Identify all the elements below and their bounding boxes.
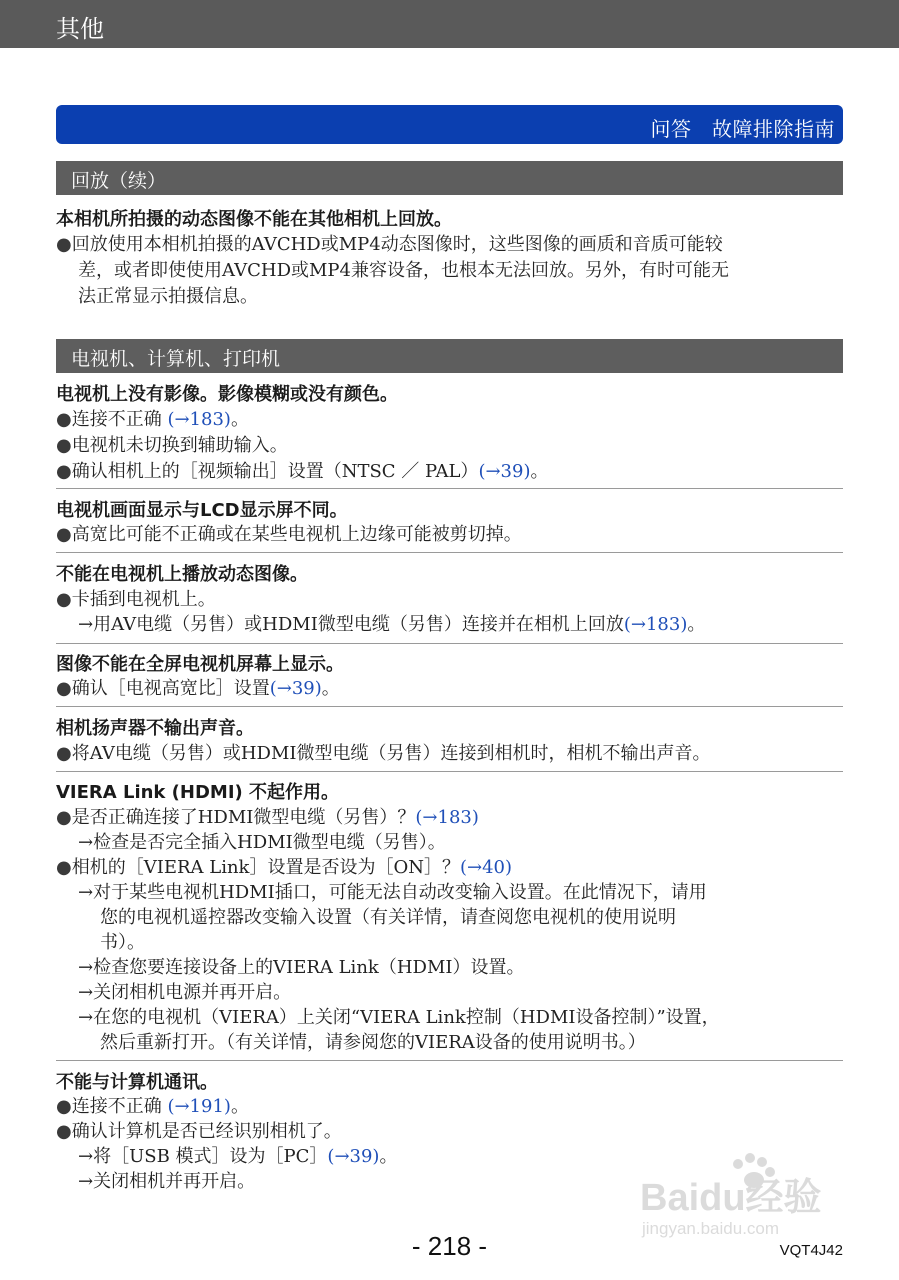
divider <box>56 1060 843 1061</box>
answer-line: 书）。 <box>100 932 145 953</box>
question-title: 不能在电视机上播放动态图像。 <box>56 564 308 585</box>
bullet-icon: ● <box>56 1096 72 1117</box>
page-number: - 218 - <box>411 1231 488 1261</box>
bullet-icon: ● <box>56 234 72 255</box>
watermark-brand: Baidu经验 <box>640 1177 822 1219</box>
answer-line: →将［USB 模式］设为［PC］(→39)。 <box>78 1146 398 1167</box>
page-reference-link[interactable]: (→39) <box>327 1146 380 1167</box>
answer-line: 差，或者即使使用AVCHD或MP4兼容设备，也根本无法回放。另外，有时可能无 <box>78 260 729 281</box>
section-header-tv <box>56 339 843 373</box>
answer-line: ●确认［电视高宽比］设置(→39)。 <box>56 678 340 699</box>
answer-line: ●电视机未切换到辅助输入。 <box>56 435 288 456</box>
section-title: 回放（续） <box>71 170 167 192</box>
answer-line: ●将AV电缆（另售）或HDMI微型电缆（另售）连接到相机时，相机不输出声音。 <box>56 743 711 764</box>
bullet-icon: ● <box>56 589 72 610</box>
question-title: 电视机画面显示与LCD显示屏不同。 <box>56 500 348 521</box>
chapter-banner-label: 问答 故障排除指南 <box>650 117 835 141</box>
answer-line: 然后重新打开。（有关详情，请参阅您的VIERA设备的使用说明书。） <box>100 1032 646 1053</box>
top-bar <box>0 0 899 48</box>
bullet-icon: ● <box>56 461 72 482</box>
bullet-icon: ● <box>56 435 72 456</box>
section-header-playback <box>56 161 843 195</box>
divider <box>56 643 843 644</box>
baidu-watermark-icon <box>640 1150 850 1240</box>
page-reference-link[interactable]: (→39) <box>478 461 531 482</box>
answer-line: ●回放使用本相机拍摄的AVCHD或MP4动态图像时，这些图像的画质和音质可能较 <box>56 234 723 255</box>
answer-line: ●相机的［VIERA Link］设置是否设为［ON］？(→40) <box>56 857 512 878</box>
answer-line: ●确认计算机是否已经识别相机了。 <box>56 1121 342 1142</box>
bullet-icon: ● <box>56 857 72 878</box>
answer-line: ●确认相机上的［视频输出］设置（NTSC ／ PAL）(→39)。 <box>56 461 549 482</box>
bullet-icon: ● <box>56 1121 72 1142</box>
answer-line: ●连接不正确 (→183)。 <box>56 409 249 430</box>
page-category-title: 其他 <box>56 15 104 43</box>
answer-line: →关闭相机并再开启。 <box>78 1171 256 1192</box>
bullet-icon: ● <box>56 409 72 430</box>
answer-line: ●连接不正确 (→191)。 <box>56 1096 249 1117</box>
answer-line: →在您的电视机（VIERA）上关闭“VIERA Link控制（HDMI设备控制）”设置， <box>78 1007 720 1028</box>
page-reference-link[interactable]: (→191) <box>167 1096 231 1117</box>
answer-line: ●是否正确连接了HDMI微型电缆（另售）？(→183) <box>56 807 479 828</box>
question-title: 不能与计算机通讯。 <box>56 1072 218 1093</box>
bullet-icon: ● <box>56 678 72 699</box>
divider <box>56 488 843 489</box>
page-reference-link[interactable]: (→40) <box>459 857 512 878</box>
page-reference-link[interactable]: (→183) <box>623 614 688 635</box>
answer-line: →对于某些电视机HDMI插口，可能无法自动改变输入设置。在此情况下，请用 <box>78 882 707 903</box>
question-title: 图像不能在全屏电视机屏幕上显示。 <box>56 654 344 675</box>
page-reference-link[interactable]: (→183) <box>415 807 479 828</box>
divider <box>56 771 843 772</box>
document-code: VQT4J42 <box>779 1242 843 1259</box>
question-title: 本相机所拍摄的动态图像不能在其他相机上回放。 <box>56 209 452 230</box>
bullet-icon: ● <box>56 743 72 764</box>
question-title: VIERA Link (HDMI) 不起作用。 <box>56 782 340 803</box>
answer-line: ●高宽比可能不正确或在某些电视机上边缘可能被剪切掉。 <box>56 524 522 545</box>
bullet-icon: ● <box>56 524 72 545</box>
answer-line: →检查是否完全插入HDMI微型电缆（另售）。 <box>78 832 446 853</box>
page-reference-link[interactable]: (→39) <box>269 678 322 699</box>
answer-line: 您的电视机遥控器改变输入设置（有关详情，请查阅您电视机的使用说明 <box>100 907 676 928</box>
question-title: 电视机上没有影像。影像模糊或没有颜色。 <box>56 384 398 405</box>
answer-line: 法正常显示拍摄信息。 <box>78 286 258 307</box>
answer-line: →关闭相机电源并再开启。 <box>78 982 292 1003</box>
bullet-icon: ● <box>56 807 72 828</box>
answer-line: ●卡插到电视机上。 <box>56 589 216 610</box>
divider <box>56 706 843 707</box>
section-title: 电视机、计算机、打印机 <box>71 348 281 370</box>
watermark-url: jingyan.baidu.com <box>642 1219 780 1238</box>
divider <box>56 552 843 553</box>
chapter-banner <box>56 105 843 144</box>
question-title: 相机扬声器不输出声音。 <box>56 718 254 739</box>
answer-line: →用AV电缆（另售）或HDMI微型电缆（另售）连接并在相机上回放(→183)。 <box>78 614 706 635</box>
page-reference-link[interactable]: (→183) <box>167 409 231 430</box>
answer-line: →检查您要连接设备上的VIERA Link（HDMI）设置。 <box>78 957 525 978</box>
